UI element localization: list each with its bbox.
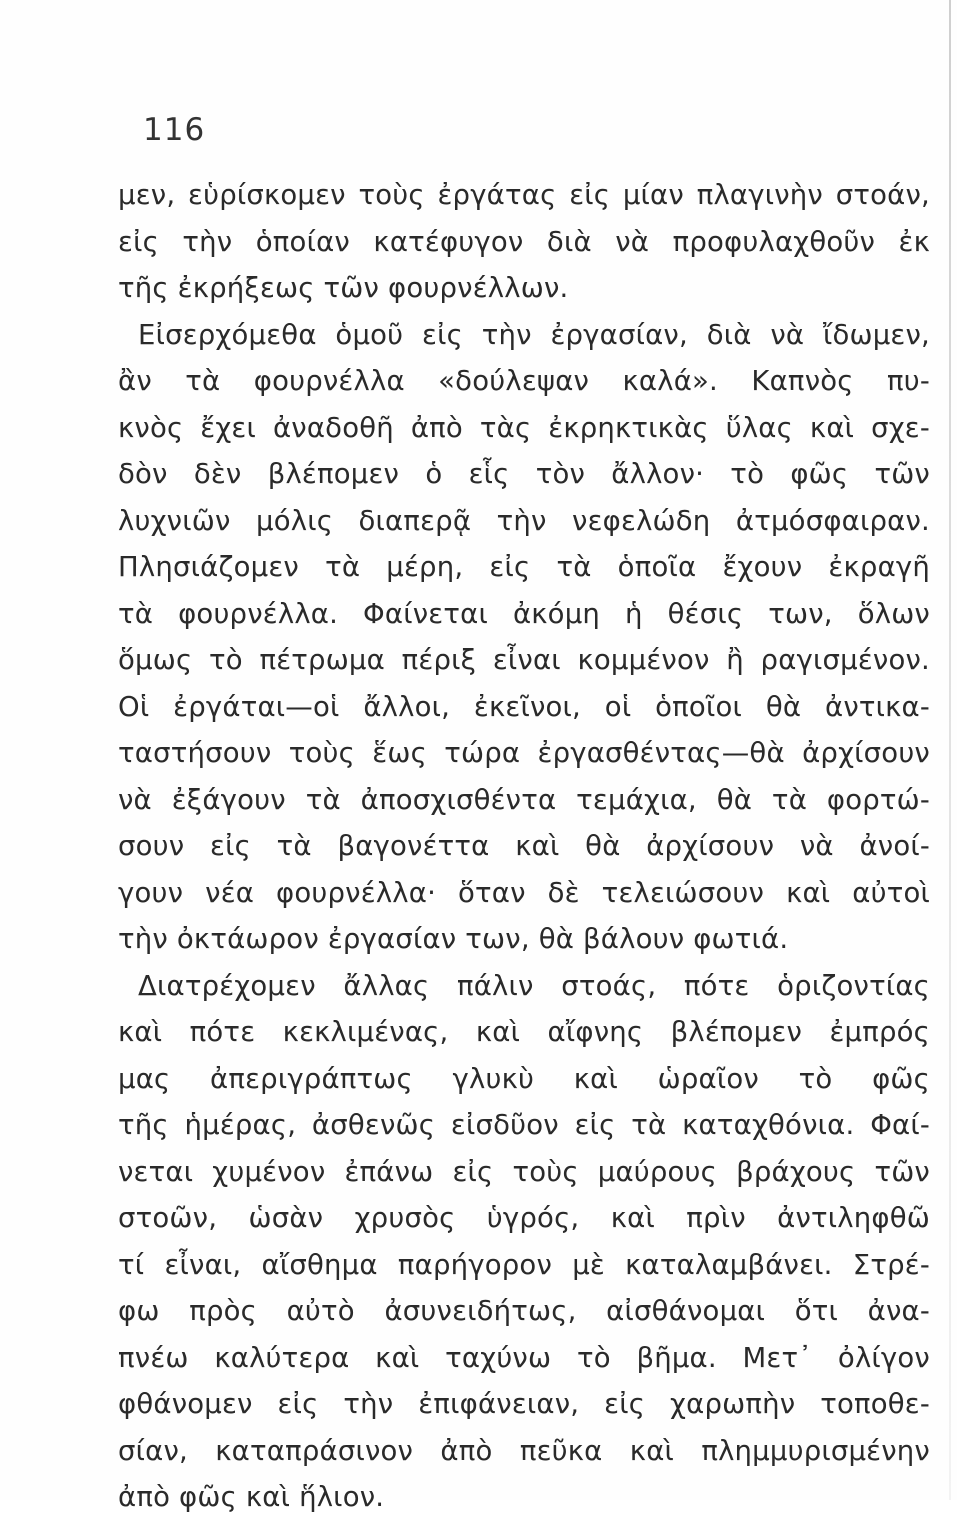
text-line: Διατρέχομεν ἄλλας πάλιν στοάς, πότε ὁριζοντίας bbox=[138, 969, 930, 1002]
text-line: μας ἀπεριγράπτως γλυκὺ καὶ ὡραῖον τὸ φῶς bbox=[118, 1062, 930, 1095]
text-line: μεν, εὑρίσκομεν τοὺς ἐργάτας εἰς μίαν πλαγινὴν στοάν, bbox=[118, 179, 930, 211]
page-number: 116 bbox=[143, 112, 206, 148]
text-line: τῆς ἡμέρας, ἀσθενῶς εἰσδῦον εἰς τὰ καταχθόνια. Φαί- bbox=[118, 1109, 930, 1141]
body-text bbox=[118, 172, 930, 1521]
text-line: τῆς ἐκρήξεως τῶν φουρνέλλων. bbox=[118, 272, 569, 304]
text-line: δὸν δὲν βλέπομεν ὁ εἷς τὸν ἄλλον· τὸ φῶς τῶν bbox=[118, 458, 930, 490]
text-line: ἀπὸ φῶς καὶ ἥλιον. bbox=[118, 1481, 385, 1513]
page-edge-shadow bbox=[949, 0, 951, 1500]
text-line: καὶ πότε κεκλιμένας, καὶ αἴφνης βλέπομεν ἐμπρός bbox=[118, 1016, 930, 1048]
text-line: φω πρὸς αὐτὸ ἀσυνειδήτως, αἰσθάνομαι ὅτι ἀνα- bbox=[118, 1295, 930, 1327]
text-line: τὰ φουρνέλλα. Φαίνεται ἀκόμη ἡ θέσις των, ὅλων bbox=[118, 597, 930, 630]
text-line: σουν εἰς τὰ βαγονέττα καὶ θὰ ἀρχίσουν νὰ ἀνοί- bbox=[118, 830, 930, 862]
text-line: Εἰσερχόμεθα ὁμοῦ εἰς τὴν ἐργασίαν, διὰ νὰ ἴδωμεν, bbox=[138, 318, 930, 351]
text-line: κνὸς ἔχει ἀναδοθῆ ἀπὸ τὰς ἐκρηκτικὰς ὕλας καὶ σχε- bbox=[118, 411, 930, 444]
text-line: σίαν, καταπράσινον ἀπὸ πεῦκα καὶ πλημμυρισμένην bbox=[118, 1434, 930, 1467]
text-line: ταστήσουν τοὺς ἕως τώρα ἐργασθέντας—θὰ ἀρχίσουν bbox=[118, 737, 930, 769]
text-line: λυχνιῶν μόλις διαπερᾷ τὴν νεφελώδη ἀτμόσφαιραν. bbox=[118, 504, 930, 537]
text-line: στοῶν, ὡσὰν χρυσὸς ὑγρός, καὶ πρὶν ἀντιληφθῶ bbox=[118, 1202, 930, 1234]
text-line: Πλησιάζομεν τὰ μέρη, εἰς τὰ ὁποῖα ἔχουν ἐκραγῆ bbox=[118, 551, 930, 583]
text-line: ὅμως τὸ πέτρωμα πέριξ εἶναι κομμένον ἢ ραγισμένον. bbox=[118, 644, 930, 676]
text-line: τὴν ὀκτάωρον ἐργασίαν των, θὰ βάλουν φωτιά. bbox=[118, 923, 789, 955]
text-line: πνέω καλύτερα καὶ ταχύνω τὸ βῆμα. Μετ᾽ ὀλίγον bbox=[118, 1341, 930, 1374]
text-line: Οἱ ἐργάται—οἱ ἄλλοι, ἐκεῖνοι, οἱ ὁποῖοι θὰ ἀντικα- bbox=[118, 690, 930, 723]
text-line: φθάνομεν εἰς τὴν ἐπιφάνειαν, εἰς χαρωπὴν τοποθε- bbox=[118, 1388, 930, 1420]
text-line: γουν νέα φουρνέλλα· ὅταν δὲ τελειώσουν καὶ αὐτοὶ bbox=[118, 876, 930, 909]
text-line: νὰ ἐξάγουν τὰ ἀποσχισθέντα τεμάχια, θὰ τὰ φορτώ- bbox=[118, 783, 930, 816]
text-line: ἂν τὰ φουρνέλλα «δούλεψαν καλά». Καπνὸς πυ- bbox=[118, 365, 930, 397]
text-line: νεται χυμένον ἐπάνω εἰς τοὺς μαύρους βράχους τῶν bbox=[118, 1155, 930, 1188]
text-line: εἰς τὴν ὁποίαν κατέφυγον διὰ νὰ προφυλαχθοῦν ἐκ bbox=[118, 225, 930, 258]
text-line: τί εἶναι, αἴσθημα παρήγορον μὲ καταλαμβάνει. Στρέ- bbox=[118, 1248, 930, 1281]
